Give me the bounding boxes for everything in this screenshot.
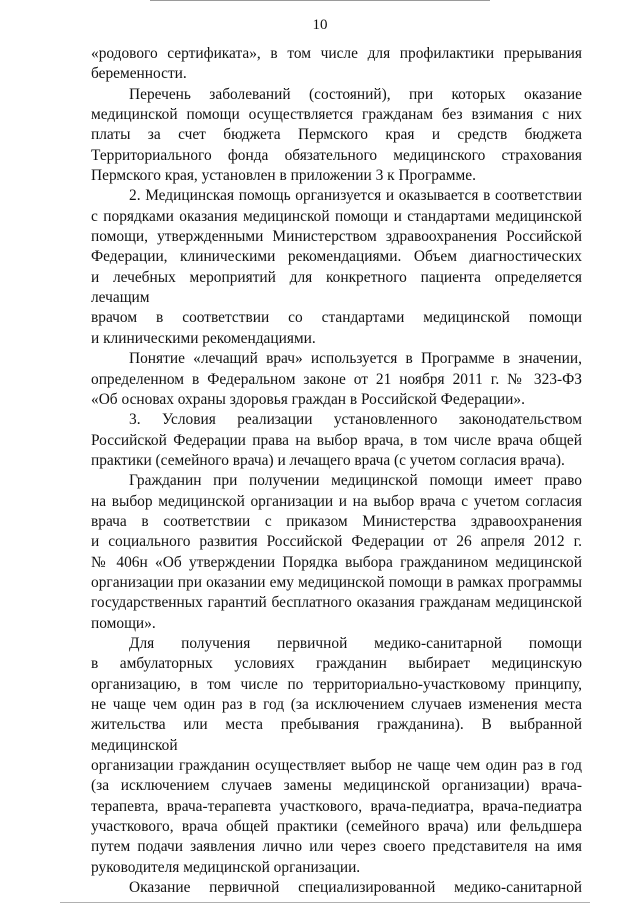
text-line: помощи». [91, 614, 156, 632]
text-line: помощи, утвержденными Министерством здравоохранения Российской [91, 228, 582, 246]
paragraph [91, 471, 582, 634]
text-line: «Об основах охраны здоровья граждан в Российской Федерации». [91, 390, 525, 408]
paragraph [91, 85, 582, 187]
text-line: руководителя медицинской организации. [91, 858, 361, 876]
text-line: определенном в Федеральном законе от 21 ноября 2011 г. № 323-ФЗ [91, 370, 582, 388]
text-line: врача в соответствии с приказом Министерства здравоохранения [91, 512, 582, 530]
text-line: терапевта, врача-терапевта участкового, врача-педиатра, врача-педиатра [91, 797, 582, 815]
text-line: государственных гарантий бесплатного оказания гражданам медицинской [91, 594, 582, 612]
text-line: организацию, в том числе по территориально-участковому принципу, [91, 675, 582, 693]
text-line: организации при оказании ему медицинской помощи в рамках программы [91, 573, 582, 591]
text-line: Понятие «лечащий врач» используется в Программе в значении, [129, 350, 582, 368]
text-line: врачом в соответствии со стандартами медицинской помощи [91, 309, 582, 327]
paragraph [91, 410, 582, 471]
text-line: Перечень заболеваний (состояний), при которых оказание [129, 85, 582, 103]
text-line: в амбулаторных условиях гражданин выбирает медицинскую [91, 655, 582, 673]
text-line: Для получения первичной медико-санитарной помощи [129, 634, 582, 652]
text-line: и клиническими рекомендациями. [91, 329, 316, 347]
text-line: с порядками оказания медицинской помощи и стандартами медицинской [91, 207, 582, 225]
text-line: Федерации, клиническими рекомендациями. Объем диагностических [91, 248, 582, 266]
paragraph [91, 634, 582, 878]
text-line: беременности. [91, 65, 187, 83]
text-line: (за исключением случаев замены медицинской организации) врача- [91, 777, 582, 795]
text-line: участкового, врача общей практики (семейного врача) или фельдшера [91, 818, 582, 836]
text-line: Гражданин при получении медицинской помощи имеет право [129, 472, 582, 490]
text-line: Пермского края, установлен в приложении 3 к Программе. [91, 167, 476, 185]
text-line: Оказание первичной специализированной медико-санитарной [129, 879, 582, 897]
text-line: 3. Условия реализации установленного законодательством [129, 411, 582, 429]
paragraph [91, 186, 582, 349]
text-line: организации гражданин осуществляет выбор не чаще чем один раз в год [91, 757, 582, 775]
bottom-edge-rule [60, 902, 590, 903]
paragraph [91, 44, 582, 85]
page-number: 10 [312, 17, 328, 33]
text-line: и лечебных мероприятий для конкретного пациента определяется лечащим [91, 268, 582, 307]
text-line: медицинской помощи осуществляется гражданам без взимания с них [91, 106, 582, 124]
text-line: «родового сертификата», в том числе для профилактики прерывания [91, 45, 582, 62]
text-line: и социального развития Российской Федерации от 26 апреля 2012 г. [91, 533, 582, 551]
text-line: № 406н «Об утверждении Порядка выбора гражданином медицинской [91, 553, 582, 571]
paragraph [91, 349, 582, 410]
text-line: на выбор медицинской организации и на выбор врача с учетом согласия [91, 492, 582, 510]
text-line: путем подачи заявления лично или через своего представителя на имя [91, 838, 582, 856]
text-line: практики (семейного врача) и лечащего врача (с учетом согласия врача). [91, 451, 565, 469]
top-edge-rule [150, 0, 490, 1]
document-body [91, 44, 582, 898]
text-line: не чаще чем один раз в год (за исключением случаев изменения места [91, 696, 582, 713]
text-line: Территориального фонда обязательного медицинского страхования [91, 146, 582, 164]
text-line: жительства или места пребывания гражданина). В выбранной медицинской [91, 716, 582, 754]
paragraph-continued [91, 878, 582, 898]
text-line: 2. Медицинская помощь организуется и оказывается в соответствии [129, 187, 582, 205]
text-line: Российской Федерации права на выбор врача, в том числе врача общей [91, 431, 582, 449]
text-line: платы за счет бюджета Пермского края и средств бюджета [91, 126, 582, 144]
